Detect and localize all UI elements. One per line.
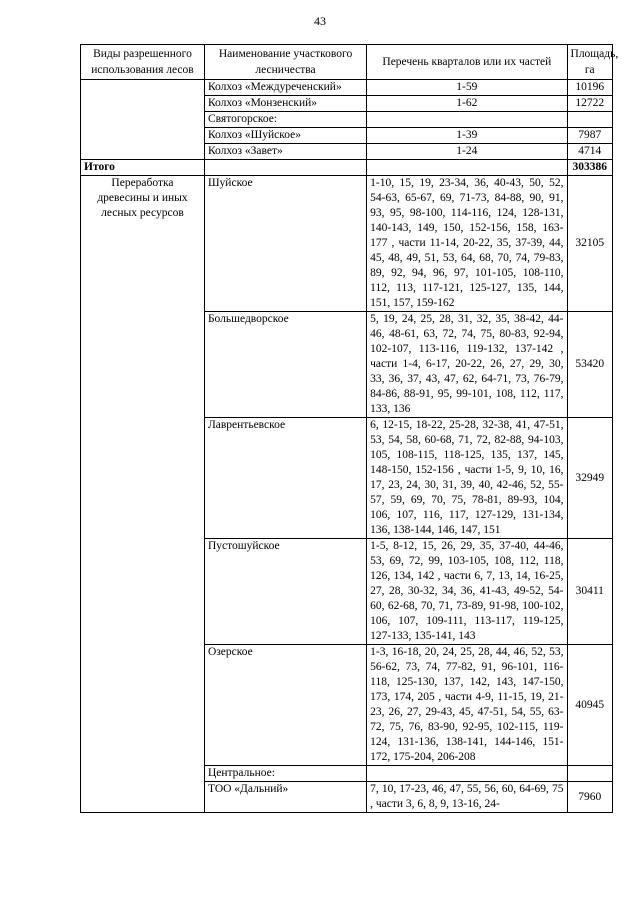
forestry-name: Колхоз «Монзенский» (204, 96, 366, 112)
forestry-name: Озерское (204, 645, 366, 766)
quarters-list: 1-5, 8-12, 15, 26, 29, 35, 37-40, 44-46, 53, 69, 72, 99, 103-105, 108, 112, 118, 126, 134, 142 , части 6, 7, 13, 14, 16-25, 27, 28, 30-32, 34, 36, 41-43, 49-52, 54-60, 62-68, 70, 71, 73-89, 91-98, 100-102, 106, 107, 109-111, 113-117, 119-125, 127-133, 135-141, 143 (367, 539, 567, 645)
quarters-list: 6, 12-15, 18-22, 25-28, 32-38, 41, 47-51, 53, 54, 58, 60-68, 71, 72, 82-88, 94-103, 105, 108-115, 118-125, 135, 137, 145, 148-150, 152-156 , части 1-5, 9, 10, 16, 17, 23, 24, 30, 31, 39, 40, 42-46, 52, 55-57, 59, 69, 70, 75, 78-81, 89-93, 104, 106, 107, 116, 117, 127-129, 131-134, 136, 138-144, 146, 147, 151 (367, 418, 567, 539)
quarters-list: 1-3, 16-18, 20, 24, 25, 28, 44, 46, 52, 53, 56-62, 73, 74, 77-82, 91, 96-101, 116-118, 125-130, 137, 142, 143, 147-150, 173, 174, 205 , части 4-9, 11-15, 19, 21-23, 26, 27, 29-43, 45, 47-51, 54, 55, 63-72, 75, 76, 83-90, 92-95, 102-115, 119-124, 131-136, 138-141, 144-146, 151-172, 175-204, 206-208 (367, 645, 567, 766)
total-empty-quarters (367, 160, 567, 176)
total-row (81, 160, 613, 176)
header-area: Площадь, га (567, 45, 612, 80)
area-value (567, 766, 612, 782)
area-value: 40945 (567, 645, 612, 766)
header-usage-type: Виды разрешенного использования лесов (81, 45, 205, 80)
area-value: 32105 (567, 176, 612, 312)
quarters-list: 1-39 (367, 128, 567, 144)
area-value: 32949 (567, 418, 612, 539)
forestry-name: Колхоз «Завет» (204, 144, 366, 160)
area-value: 53420 (567, 312, 612, 418)
forestry-name: Святогорское: (204, 112, 366, 128)
area-value: 7960 (567, 782, 612, 813)
area-value: 10196 (567, 80, 612, 96)
total-area: 303386 (567, 160, 612, 176)
quarters-list: 1-59 (367, 80, 567, 96)
area-value (567, 112, 612, 128)
area-value: 30411 (567, 539, 612, 645)
area-value: 7987 (567, 128, 612, 144)
usage-type: Переработка древесины и иных лесных ресурсов (81, 176, 205, 813)
quarters-list: 1-62 (367, 96, 567, 112)
forestry-name: Пустошуйское (204, 539, 366, 645)
quarters-list: 1-24 (367, 144, 567, 160)
forestry-name: Колхоз «Шуйское» (204, 128, 366, 144)
quarters-list (367, 112, 567, 128)
area-value: 12722 (567, 96, 612, 112)
forestry-name: Большедворское (204, 312, 366, 418)
header-quarters-list: Перечень кварталов или их частей (367, 45, 567, 80)
total-label: Итого (81, 160, 205, 176)
table-row (81, 176, 613, 312)
forestry-name: Шуйское (204, 176, 366, 312)
table-row (81, 80, 613, 96)
table-header-row (81, 45, 613, 80)
usage-cell-empty (81, 80, 205, 160)
forestry-name: Лаврентьевское (204, 418, 366, 539)
forestry-name: ТОО «Дальний» (204, 782, 366, 813)
quarters-list: 5, 19, 24, 25, 28, 31, 32, 35, 38-42, 44-46, 48-61, 63, 72, 74, 75, 80-83, 92-94, 102-107, 113-116, 119-132, 137-142 , части 1-4, 6-17, 20-22, 26, 27, 29, 30, 33, 36, 37, 43, 47, 62, 64-71, 73, 76-79, 84-86, 88-91, 95, 99-101, 108, 112, 117, 133, 136 (367, 312, 567, 418)
forest-usage-table (80, 44, 619, 813)
total-empty-name (204, 160, 366, 176)
quarters-list: 7, 10, 17-23, 46, 47, 55, 56, 60, 64-69, 75 , части 3, 6, 8, 9, 13-16, 24- (367, 782, 567, 813)
header-forestry-name: Наименование участкового лесничества (204, 45, 366, 80)
quarters-list (367, 766, 567, 782)
area-value: 4714 (567, 144, 612, 160)
quarters-list: 1-10, 15, 19, 23-34, 36, 40-43, 50, 52, 54-63, 65-67, 69, 71-73, 84-88, 90, 91, 93, 95, 98-100, 114-116, 124, 128-131, 140-143, 149, 150, 152-156, 158, 163-177 , части 11-14, 20-22, 35, 37-39, 44, 45, 48, 49, 51, 53, 64, 68, 70, 74, 79-83, 89, 92, 94, 96, 97, 101-105, 108-110, 112, 113, 117-121, 125-127, 135, 144, 151, 157, 159-162 (367, 176, 567, 312)
page-number: 43 (314, 14, 326, 28)
forestry-name: Колхоз «Междуреченский» (204, 80, 366, 96)
forestry-name: Центральное: (204, 766, 366, 782)
